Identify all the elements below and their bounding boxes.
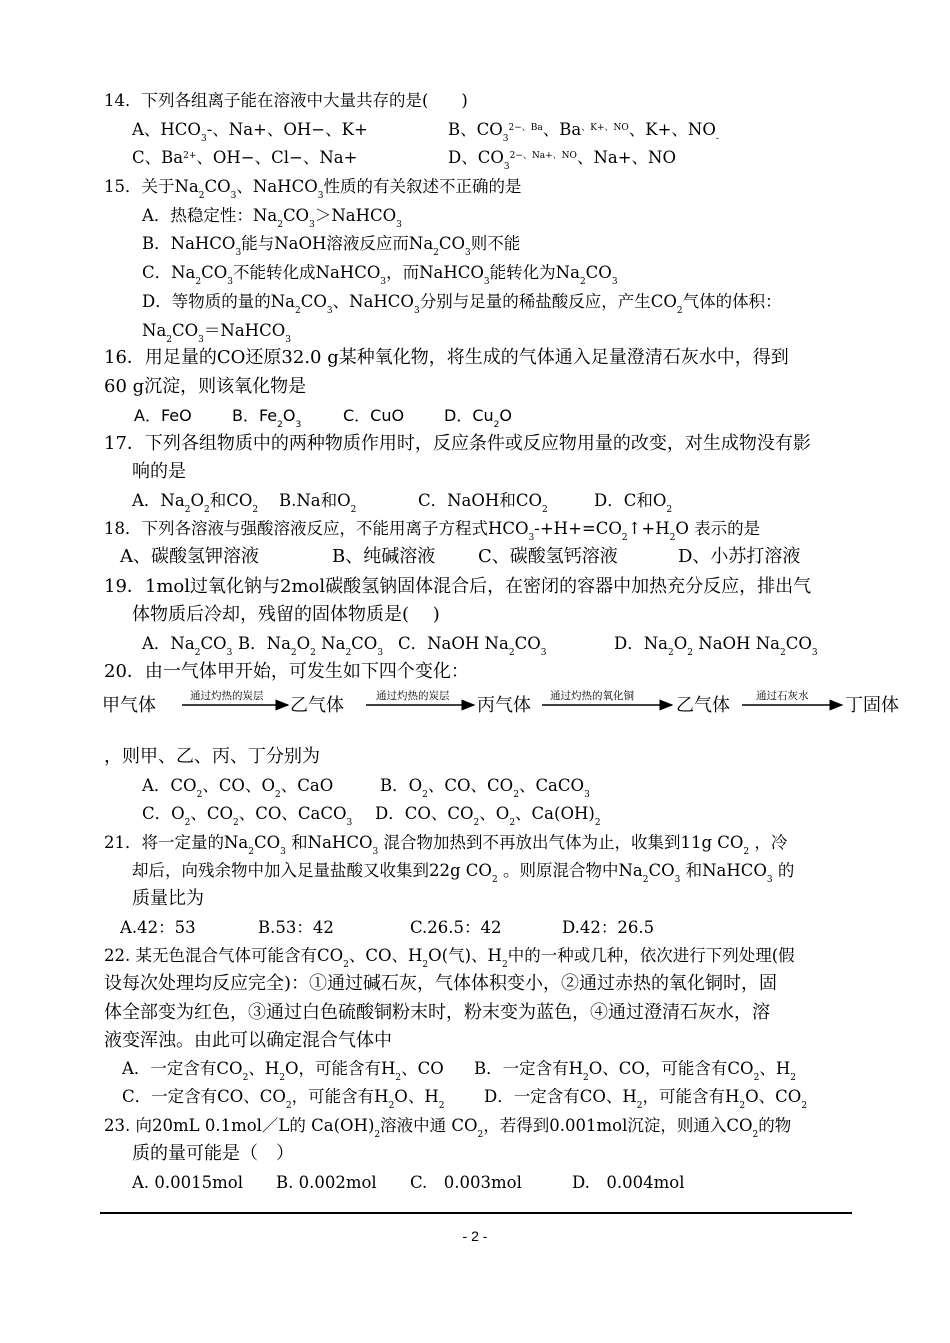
q23-option-b: B. 0.002mol [276, 1173, 377, 1192]
q22-option-d: D．一定含有CO、$H_2$，可能含有$H_2O$、$CO_2$ [484, 1087, 808, 1111]
q21-option-a: A.42：53 [120, 918, 196, 937]
q15-option-a: A．热稳定性：$Na_2CO_3>NaHCO_3$ [142, 206, 402, 230]
q14-option-a: A、$HCO_3-$、Na+、OH−、K+ [132, 120, 368, 144]
q23-option-c: C. 0.003mol [410, 1173, 522, 1192]
q15-option-d-cont: $Na_2CO_3=NaHCO_3$ [142, 321, 291, 345]
page-number: - 2 - [462, 1228, 488, 1244]
footer-divider [100, 1212, 852, 1214]
q22-stem-line2: 设每次处理均反应完全)：①通过碱石灰，气体体积变小，②通过赤热的氧化铜时，固 [104, 973, 778, 994]
q15-stem: 15．关于$Na_2CO_3$、NaHCO$_3$性质的有关叙述不正确的是 [104, 177, 522, 201]
q16-option-c: C．CuO [343, 406, 405, 425]
q14-option-c: C、$Ba^{2+}$、OH−、Cl−、Na+ [132, 148, 358, 167]
q23-option-d: D. 0.004mol [572, 1173, 685, 1192]
q14-option-b: B、$CO_3^{2-、Ba}$、$Ba^{、K+、NO}$、K+、$NO_-$ [448, 120, 719, 144]
flow-gas-jia: 甲气体 [102, 695, 156, 716]
q22-stem-line1: 22. 某无色混合气体可能含有$CO_2$、CO、$H_2O$(气)、$H_2$中的一种或几种，依次进行下列处理(假 [104, 946, 795, 970]
q19-option-b: B．$Na_2O_2$ $Na_2CO_3$ [238, 634, 384, 658]
q22-option-a: A．一定含有$CO_2$、$H_2O$，可能含有$H_2$、CO [122, 1059, 444, 1083]
q18-option-b: B、纯碱溶液 [332, 546, 436, 567]
q20-stem-line2: ，则甲、乙、丙、丁分别为 [104, 746, 320, 767]
q14-option-d: D、$CO_3^{2-、Na+、NO}$、Na+、NO [448, 148, 677, 172]
q18-option-c: C、碳酸氢钙溶液 [478, 546, 618, 567]
q18-option-d: D、小苏打溶液 [678, 546, 801, 567]
q22-stem-line4: 液变浑浊。由此可以确定混合气体中 [104, 1030, 392, 1051]
flow-gas-bing: 丙气体 [477, 695, 531, 716]
q21-option-c: C.26.5：42 [410, 918, 502, 937]
q23-stem-line1: 23. 向20mL 0.1mol／L的 $Ca(OH)_2$溶液中通 $CO_2$，若得到0.001mol沉淀，则通入$CO_2$的物 [104, 1116, 792, 1140]
q17-stem-line2: 响的是 [132, 461, 186, 482]
q20-option-c: C．$O_2$、$CO_2$、CO、CaCO$_3$ [142, 804, 353, 828]
flow-gas-yi: 乙气体 [290, 695, 344, 716]
q17-option-a: A．$Na_2O_2$和$CO_2$ [132, 491, 259, 515]
q20-option-a: A．$CO_2$、CO、$O_2$、CaO [142, 776, 334, 800]
q22-option-c: C．一定含有CO、$CO_2$，可能含有$H_2O$、$H_2$ [122, 1087, 445, 1111]
flow-label-1: 通过灼热的炭层 [190, 690, 264, 702]
q21-option-b: B.53：42 [258, 918, 334, 937]
flow-label-2: 通过灼热的炭层 [376, 690, 450, 702]
q17-option-d: D．C和$O_2$ [594, 491, 673, 515]
q19-option-c: C．NaOH $Na_2CO_3$ [398, 634, 547, 658]
q22-option-b: B．一定含有$H_2O$、CO，可能含有$CO_2$、$H_2$ [474, 1059, 796, 1083]
q17-option-b: B.Na和$O_2$ [279, 491, 357, 515]
q21-stem-line2: 却后，向残余物中加入足量盐酸又收集到22g $CO_2$ 。则原混合物中$Na_2CO_3$ 和NaHCO$_3$ 的 [132, 861, 795, 885]
q22-stem-line3: 体全部变为红色，③通过白色硫酸铜粉末时，粉末变为蓝色，④通过澄清石灰水，溶 [104, 1002, 770, 1023]
q19-option-a: A．$Na_2CO_3$ [142, 634, 233, 658]
q20-option-d: D．CO、$CO_2$、$O_2$、$Ca(OH)_2$ [375, 804, 601, 828]
q20-stem: 20．由一气体甲开始，可发生如下四个变化： [104, 661, 469, 682]
q17-option-c: C．NaOH和$CO_2$ [418, 491, 548, 515]
q14-stem: 14．下列各组离子能在溶液中大量共存的是( ) [104, 91, 468, 110]
q15-option-b: B．NaHCO$_3$能与NaOH溶液反应而$Na_2CO_3$则不能 [142, 234, 521, 258]
q23-stem-line2: 质的量可能是（ ） [132, 1143, 294, 1164]
q16-stem-line2: 60 g沉淀，则该氧化物是 [104, 376, 307, 397]
q20-option-b: B．$O_2$、CO、$CO_2$、CaCO$_3$ [380, 776, 590, 800]
q19-stem-line2: 体物质后冷却，残留的固体物质是( ) [132, 604, 440, 625]
q17-stem-line1: 17．下列各组物质中的两种物质作用时，反应条件或反应物用量的改变，对生成物没有影 [104, 433, 811, 454]
q19-option-d: D．$Na_2O_2$ NaOH $Na_2CO_3$ [614, 634, 818, 658]
q21-stem-line3: 质量比为 [132, 888, 204, 909]
flow-label-3: 通过灼热的氧化铜 [550, 690, 634, 702]
q16-option-a: A．FeO [134, 406, 192, 425]
q16-stem-line1: 16．用足量的CO还原32.0 g某种氧化物，将生成的气体通入足量澄清石灰水中，得到 [104, 347, 789, 368]
q18-option-a: A、碳酸氢钾溶液 [120, 546, 259, 567]
flow-solid-ding: 丁固体 [845, 695, 899, 716]
flow-label-4: 通过石灰水 [756, 690, 809, 702]
q21-stem-line1: 21．将一定量的$Na_2CO_3$ 和NaHCO$_3$ 混合物加热到不再放出气体为止，收集到11g $CO_2$ ，冷 [104, 833, 788, 857]
flow-gas-yi-2: 乙气体 [676, 695, 730, 716]
q18-stem: 18．下列各溶液与强酸溶液反应，不能用离子方程式$HCO_3-+H+=CO_2↑+H_2O$ 表示的是 [104, 519, 761, 543]
q15-option-d: D．等物质的量的$Na_2CO_3$、NaHCO$_3$分别与足量的稀盐酸反应，产生$CO_2$气体的体积： [142, 292, 782, 316]
q21-option-d: D.42：26.5 [562, 918, 655, 937]
q15-option-c: C．$Na_2CO_3$不能转化成NaHCO$_3$，而NaHCO$_3$能转化为$Na_2CO_3$ [142, 263, 618, 287]
q20-reaction-flow [102, 688, 902, 722]
q16-option-d: D．$Cu_2O$ [444, 406, 512, 430]
q19-stem-line1: 19．1mol过氧化钠与2mol碳酸氢钠固体混合后，在密闭的容器中加热充分反应，排出气 [104, 576, 812, 597]
q23-option-a: A. 0.0015mol [132, 1173, 243, 1192]
q16-option-b: B．$Fe_2O_3$ [232, 406, 302, 430]
